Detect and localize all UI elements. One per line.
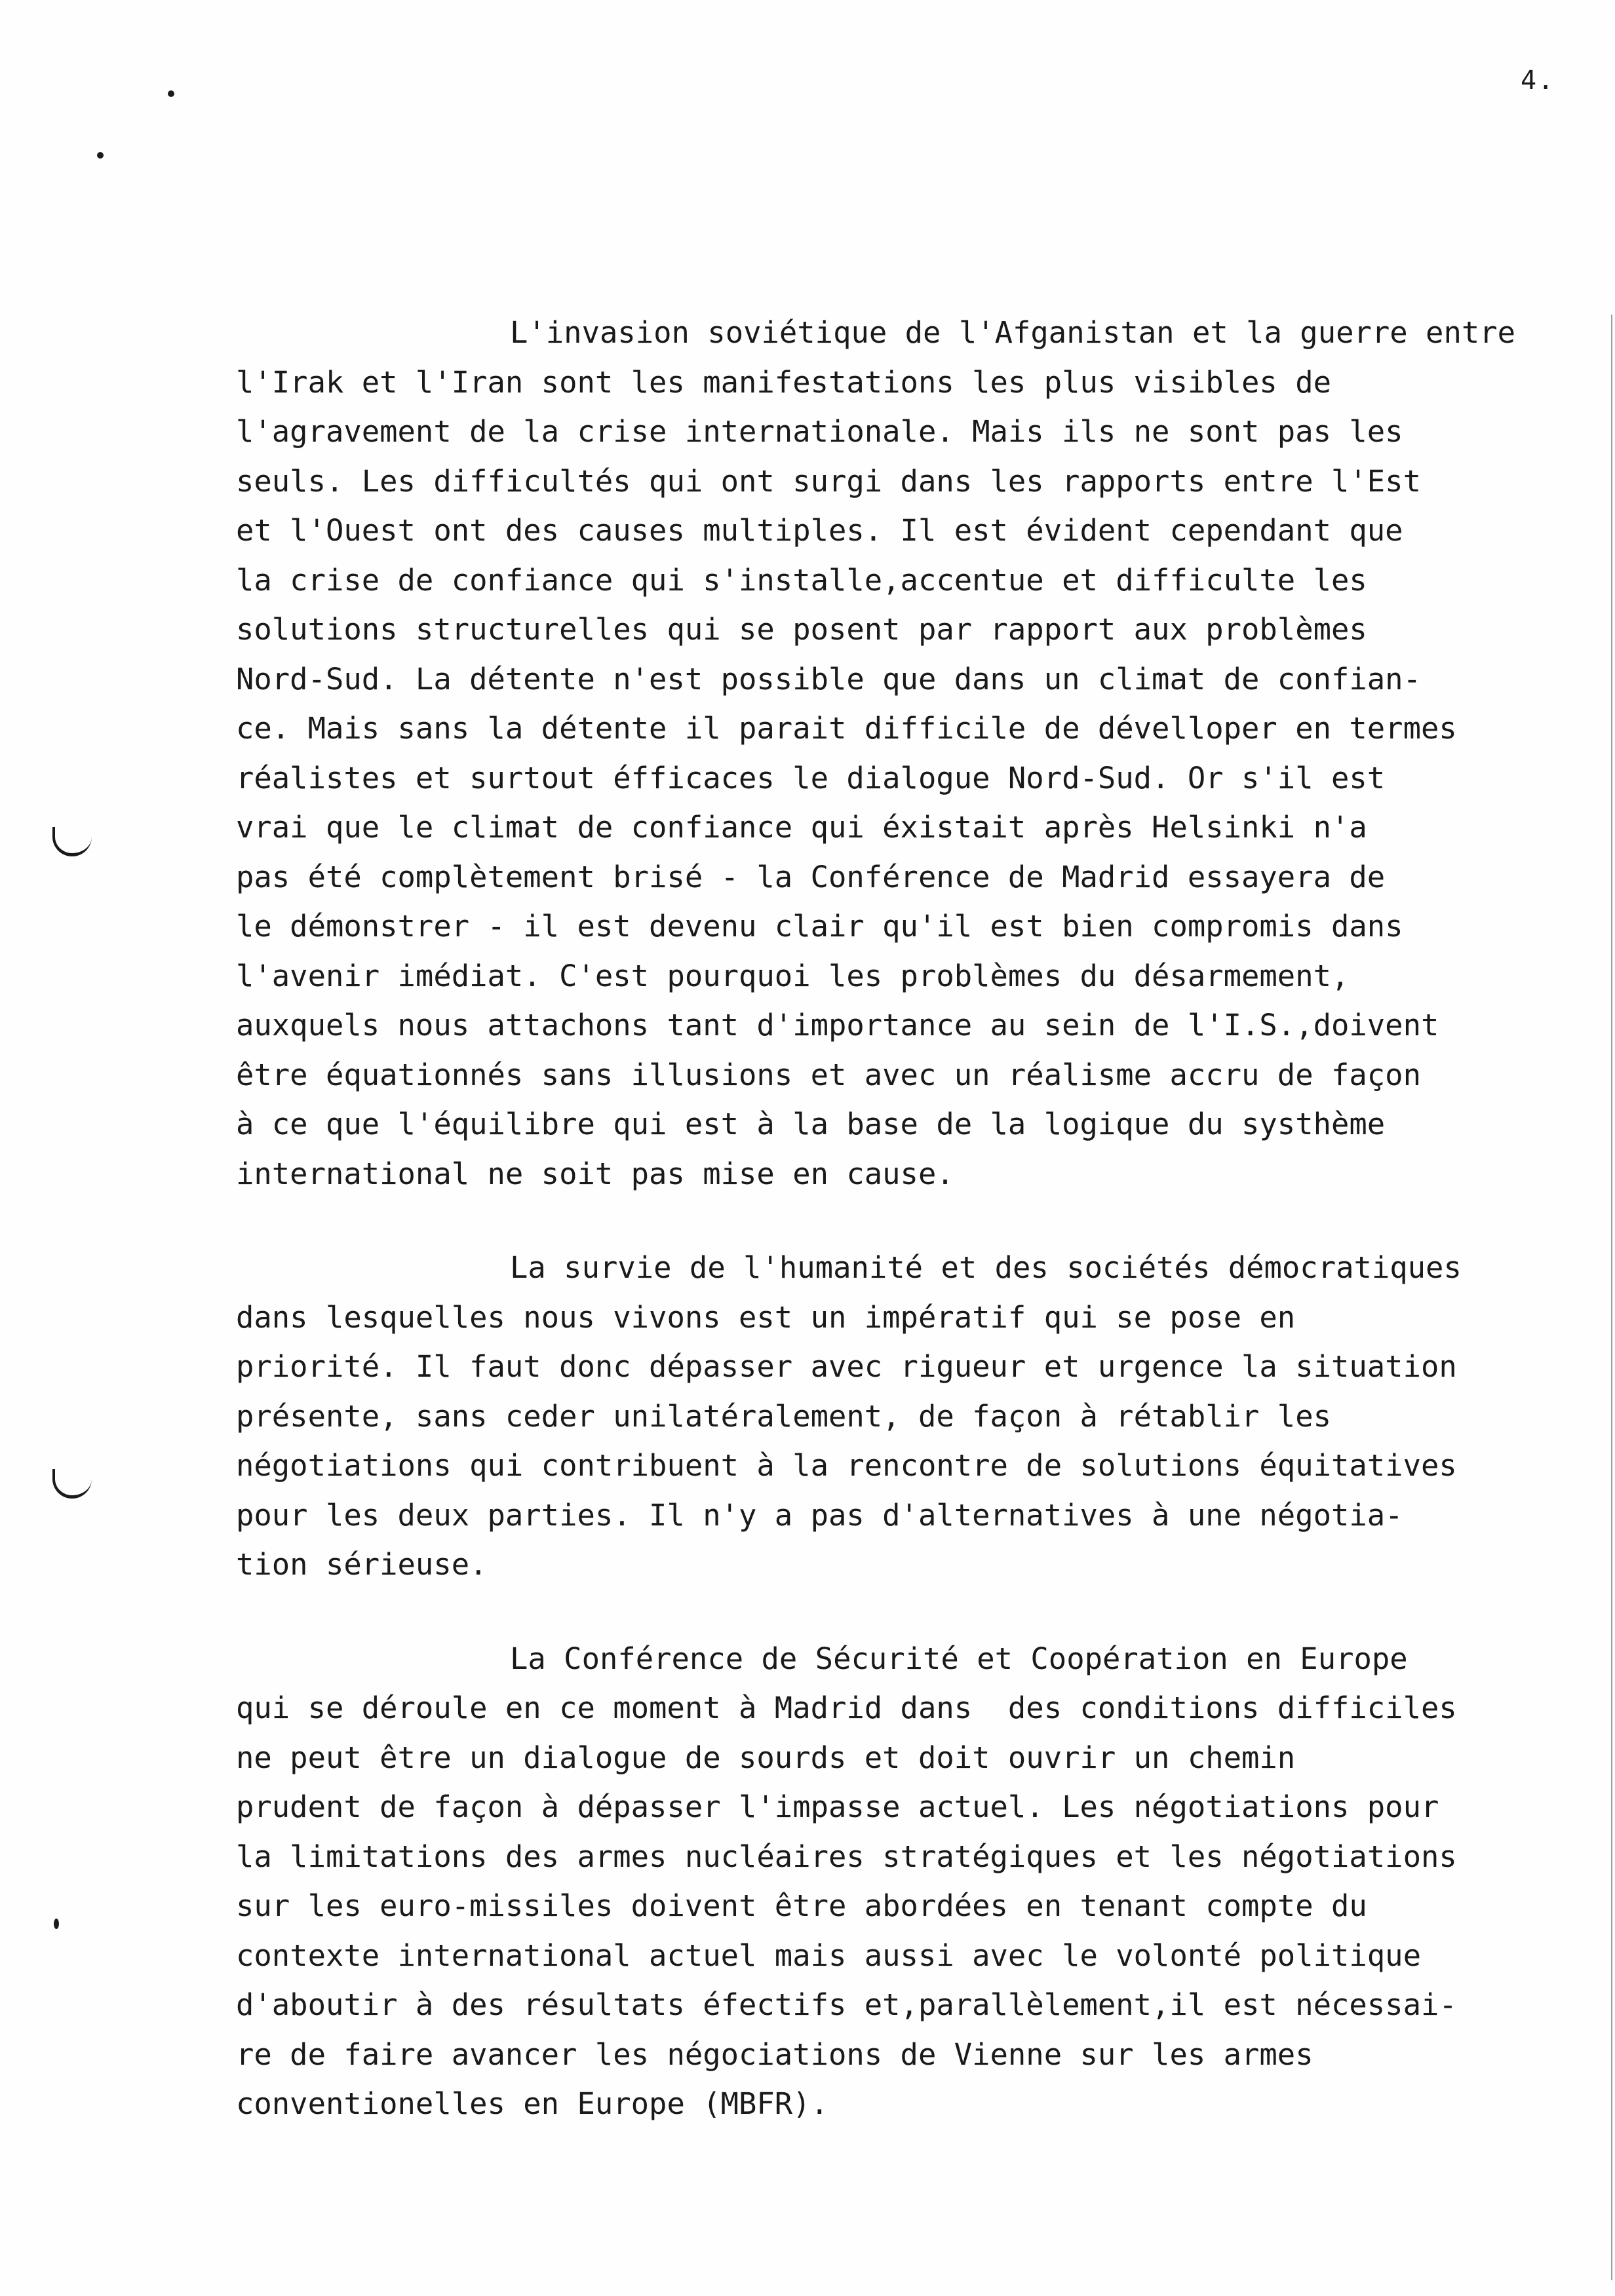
text-line: priorité. Il faut donc dépasser avec rigueur et urgence la situation — [236, 1349, 1457, 1384]
text-line: et l'Ouest ont des causes multiples. Il est évident cependant que — [236, 513, 1403, 548]
text-line: sur les euro-missiles doivent être abordées en tenant compte du — [236, 1888, 1367, 1923]
scan-dot-mark — [54, 1919, 59, 1929]
text-line: international ne soit pas mise en cause. — [236, 1156, 954, 1191]
text-line: l'agravement de la crise internationale. Mais ils ne sont pas les — [236, 414, 1403, 449]
text-line: seuls. Les difficultés qui ont surgi dans les rapports entre l'Est — [236, 463, 1421, 499]
text-line: conventionelles en Europe (MBFR). — [236, 2086, 828, 2121]
text-line: qui se déroule en ce moment à Madrid dans des conditions difficiles — [236, 1691, 1457, 1725]
paragraph — [236, 1634, 1606, 2129]
text-line: La survie de l'humanité et des sociétés démocratiques — [510, 1250, 1462, 1285]
text-line: ne peut être un dialogue de sourds et doit ouvrir un chemin — [236, 1740, 1296, 1775]
text-line: être équationnés sans illusions et avec un réalisme accru de façon — [236, 1057, 1421, 1092]
text-line: présente, sans ceder unilatéralement, de façon à rétablir les — [236, 1398, 1331, 1434]
text-line: vrai que le climat de confiance qui éxistait après Helsinki n'a — [236, 810, 1367, 845]
text-line: La Conférence de Sécurité et Coopération en Europe — [510, 1641, 1408, 1676]
text-line: re de faire avancer les négociations de Vienne sur les armes — [236, 2037, 1313, 2072]
scan-dot-mark — [97, 152, 104, 159]
page-edge-line — [1611, 315, 1612, 2280]
text-line: tion sérieuse. — [236, 1547, 488, 1582]
margin-hook-mark — [52, 1469, 92, 1499]
margin-hook-mark — [52, 827, 92, 856]
text-line: l'avenir imédiat. C'est pourquoi les problèmes du désarmement, — [236, 958, 1350, 993]
text-line: pas été complètement brisé - la Conférence de Madrid essayera de — [236, 859, 1386, 894]
paragraph — [236, 1243, 1606, 1590]
text-line: d'aboutir à des résultats éfectifs et,parallèlement,il est nécessai- — [236, 1987, 1457, 2022]
text-line: l'Irak et l'Iran sont les manifestations les plus visibles de — [236, 364, 1331, 400]
text-line: ce. Mais sans la détente il parait difficile de dévelloper en termes — [236, 711, 1457, 746]
paragraph — [236, 308, 1606, 1198]
text-line: la limitations des armes nucléaires stratégiques et les négotiations — [236, 1839, 1457, 1874]
scan-dot-mark — [168, 90, 174, 97]
text-line: dans lesquelles nous vivons est un impératif qui se pose en — [236, 1299, 1296, 1335]
text-line: solutions structurelles qui se posent par rapport aux problèmes — [236, 612, 1367, 647]
text-line: réalistes et surtout éfficaces le dialogue Nord-Sud. Or s'il est — [236, 760, 1386, 795]
page-number: 4. — [1521, 66, 1555, 96]
text-line: pour les deux parties. Il n'y a pas d'alternatives à une négotia- — [236, 1497, 1403, 1533]
document-body — [236, 308, 1606, 2173]
text-line: auxquels nous attachons tant d'importance au sein de l'I.S.,doivent — [236, 1008, 1439, 1043]
text-line: L'invasion soviétique de l'Afganistan et la guerre entre — [510, 315, 1516, 350]
text-line: prudent de façon à dépasser l'impasse actuel. Les négotiations pour — [236, 1789, 1439, 1824]
text-line: contexte international actuel mais aussi avec le volonté politique — [236, 1938, 1421, 1973]
text-line: négotiations qui contribuent à la rencontre de solutions équitatives — [236, 1448, 1457, 1483]
text-line: la crise de confiance qui s'installe,accentue et difficulte les — [236, 562, 1367, 598]
text-line: Nord-Sud. La détente n'est possible que dans un climat de confian- — [236, 661, 1421, 697]
text-line: le démonstrer - il est devenu clair qu'il est bien compromis dans — [236, 909, 1403, 944]
text-line: à ce que l'équilibre qui est à la base de la logique du systhème — [236, 1107, 1386, 1141]
